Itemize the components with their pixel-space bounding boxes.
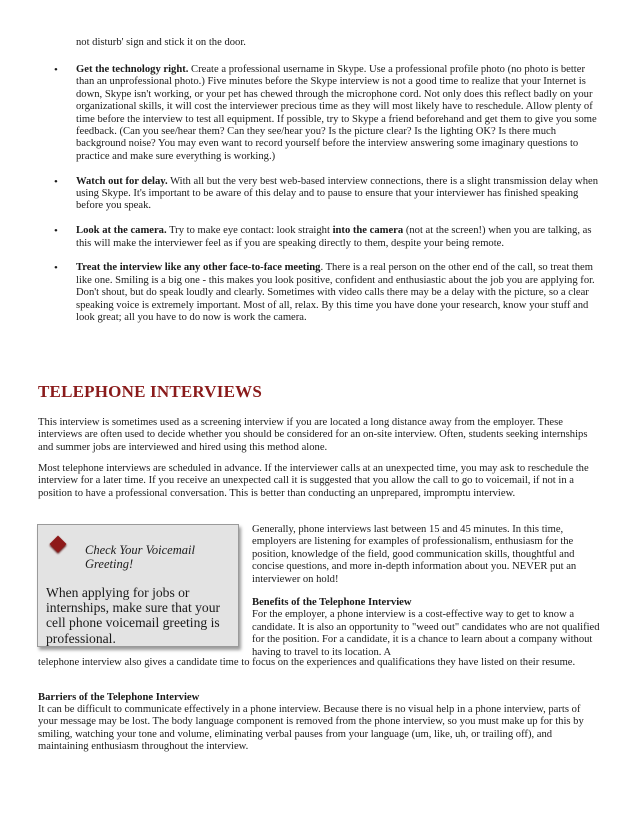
list-item (51, 262, 599, 324)
tip-text: Create a professional username in Skype. Use a professional profile photo (no photo is better than an unprofessional photo.) Five minutes before the Skype interview is not a good time to realize that your Internet is down, Skype isn't working, or your pet has chewed through the microphone cord. Not only does this reflect badly on your organizational skills, it will cost the interviewer precious time as they will most likely have to reschedule. Allow plenty of time before the interview to test all equipment. If possible, try to Skype a friend beforehand and get them to give you some feedback. (Can you see/hear them? Can they see/hear you? Is the picture clear? Is the lighting OK? Is there much background noise? You may even want to record yourself before the interview answering some imaginary questions to practice and make sure everything is working.) (76, 64, 597, 162)
tip-text: Try to make eye contact: look straight (166, 225, 333, 237)
tip-title: Look at the camera. (76, 225, 167, 237)
tip-text: . There is a real person on the other end of the call, so treat them like one. Smiling is a big one - this makes you look positive, confident and enthusiastic about the job you are applying for. Don't shout, but do speak loudly and clearly. Sometimes with video calls there may be a delay with the picture, so a clear speaking voice is extremely important. Most of all, relax. By this time you have done your research, know your stuff and look great; all you have to do now is work the camera. (76, 262, 595, 324)
barriers-heading: Barriers of the Telephone Interview (38, 692, 200, 703)
tip-title: Get the technology right. (76, 64, 189, 75)
duration-paragraph: Generally, phone interviews last between 15 and 45 minutes. In this time, employers are listening for examples of professionalism, enthusiasm for the position, knowledge of the field, good communication skills, thoughtful and concise questions, and more in-depth information about you. NEVER put an interviewer on hold! (252, 524, 577, 585)
list-item (51, 176, 599, 213)
tip-text: With all but the very best web-based interview connections, there is a slight transmission delay when using Skype. It's important to be aware of this delay and to pause to ensure that your interviewer has finished speaking before you speak. (76, 175, 599, 212)
tip-title: Watch out for delay. (76, 175, 168, 187)
tip-emphasis: into the camera (332, 225, 404, 237)
bullet-icon: • (54, 262, 58, 275)
list-item (51, 64, 599, 163)
voicemail-callout (37, 524, 239, 647)
benefits-continued: telephone interview also gives a candidate time to focus on the experiences and qualifications they have listed on their resume. (38, 657, 576, 668)
benefits-heading: Benefits of the Telephone Interview (252, 597, 412, 609)
tip-text: (not at the screen!) when you are talking, as this will make the interviewer feel as if you are speaking directly to them, despite your being remote. (76, 225, 592, 249)
intro-paragraph: This interview is sometimes used as a screening interview if you are located a long distance away from the employer. These interviews are often used to decide whether you should be considered for an on-site interview. Often, students seeking internships and summer jobs are interviewed and hired using this method alone. (38, 417, 588, 453)
benefits-text: For the employer, a phone interview is a cost-effective way to get to know a candidate. It is also an opportunity to "weed out" candidates who are not qualified for the position. For a candidate, it is a chance to learn about a company without having to travel to its location. A (252, 609, 600, 658)
right-column (252, 524, 602, 659)
bullet-icon: • (54, 225, 58, 238)
tips-list (51, 64, 599, 337)
callout-title: Check Your Voicemail Greeting! (85, 543, 195, 571)
callout-body: When applying for jobs or internships, make sure that your cell phone voicemail greeting is professional. (46, 585, 221, 646)
barriers-text: It can be difficult to communicate effectively in a phone interview. Because there is no visual help in a phone interview, parts of your message may be lost. The body language component is removed from the phone interview, so you must make up for this by smiling, watching your tone and volume, eliminating verbal pauses from your language (um, like, uh, or trailing off), and maintaining enthusiasm throughout the interview. (38, 704, 584, 753)
tip-title: Treat the interview like any other face-to-face meeting (76, 262, 321, 274)
section-heading: TELEPHONE INTERVIEWS (38, 382, 262, 401)
bullet-icon: • (54, 175, 58, 188)
scheduling-paragraph: Most telephone interviews are scheduled in advance. If the interviewer calls at an unexpected time, you may ask to reschedule the interview for a later time. If you receive an unexpected call it is suggested that you allow the call to go to voicemail, if not in a position to have a professional conversation. This is better than conducting an unprepared, impromptu interview. (38, 463, 589, 499)
list-item (51, 225, 599, 250)
diamond-bullet-icon (50, 536, 67, 553)
bullet-icon: • (54, 64, 58, 76)
continuation-text: not disturb' sign and stick it on the door. (76, 37, 246, 48)
